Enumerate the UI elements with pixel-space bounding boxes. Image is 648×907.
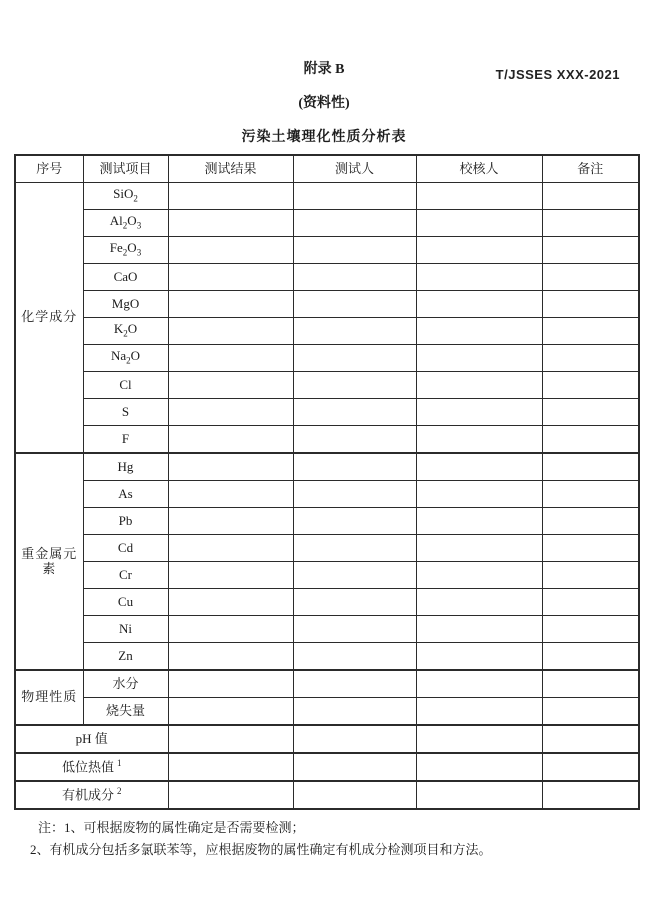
table-row <box>15 481 639 508</box>
remark-cell <box>542 291 639 318</box>
result-cell <box>168 453 293 481</box>
checker-cell <box>416 753 542 781</box>
checker-cell <box>416 372 542 399</box>
tester-cell <box>293 508 416 535</box>
result-cell <box>168 318 293 345</box>
tester-cell <box>293 481 416 508</box>
checker-cell <box>416 589 542 616</box>
test-item-cell: F <box>83 426 168 454</box>
table-body <box>15 183 639 810</box>
merged-label-text: 有机成分 <box>61 787 114 803</box>
checker-cell <box>416 264 542 291</box>
checker-cell <box>416 643 542 671</box>
test-item-cell: 水分 <box>83 670 168 698</box>
remark-cell <box>542 535 639 562</box>
result-cell <box>168 670 293 698</box>
result-cell <box>168 753 293 781</box>
footnote-marker: 1 <box>117 758 122 769</box>
tester-cell <box>293 562 416 589</box>
result-cell <box>168 616 293 643</box>
table-row <box>15 426 639 454</box>
table-row <box>15 643 639 671</box>
result-cell <box>168 535 293 562</box>
tester-cell <box>293 237 416 264</box>
header-row <box>15 155 639 183</box>
test-item-cell: $Fe_2O_3$ <box>83 237 168 264</box>
remark-cell <box>542 210 639 237</box>
remark-cell <box>542 264 639 291</box>
result-cell <box>168 264 293 291</box>
test-item-cell: Cu <box>83 589 168 616</box>
result-cell <box>168 426 293 454</box>
document-number: T/JSSES XXX-2021 <box>495 67 620 82</box>
checker-cell <box>416 453 542 481</box>
result-cell <box>168 508 293 535</box>
tester-cell <box>293 318 416 345</box>
result-cell <box>168 698 293 726</box>
result-cell <box>168 725 293 753</box>
table-row <box>15 345 639 372</box>
document-page <box>0 58 648 907</box>
tester-cell <box>293 616 416 643</box>
result-cell <box>168 781 293 809</box>
test-item-cell: 烧失量 <box>83 698 168 726</box>
test-item-cell: Cr <box>83 562 168 589</box>
merged-label-cell <box>15 725 168 753</box>
checker-cell <box>416 210 542 237</box>
result-cell <box>168 372 293 399</box>
test-item-cell: Cd <box>83 535 168 562</box>
test-item-cell: S <box>83 399 168 426</box>
test-item-cell: CaO <box>83 264 168 291</box>
remark-cell <box>542 698 639 726</box>
tester-cell <box>293 698 416 726</box>
table-row <box>15 264 639 291</box>
soil-analysis-table <box>14 154 640 810</box>
test-item-cell: $Na_2O$ <box>83 345 168 372</box>
table-row <box>15 318 639 345</box>
table-row <box>15 237 639 264</box>
tester-cell <box>293 183 416 210</box>
table-row <box>15 291 639 318</box>
test-item-cell: Ni <box>83 616 168 643</box>
checker-cell <box>416 616 542 643</box>
checker-cell <box>416 562 542 589</box>
table-row <box>15 781 639 809</box>
table-row <box>15 616 639 643</box>
col-header-result: 测试结果 <box>168 155 293 183</box>
checker-cell <box>416 345 542 372</box>
remark-cell <box>542 481 639 508</box>
checker-cell <box>416 399 542 426</box>
result-cell <box>168 291 293 318</box>
checker-cell <box>416 291 542 318</box>
result-cell <box>168 481 293 508</box>
remark-cell <box>542 426 639 454</box>
test-item-cell: Zn <box>83 643 168 671</box>
table-row <box>15 372 639 399</box>
table-row <box>15 589 639 616</box>
result-cell <box>168 589 293 616</box>
remark-cell <box>542 753 639 781</box>
tester-cell <box>293 453 416 481</box>
test-item-cell: MgO <box>83 291 168 318</box>
checker-cell <box>416 781 542 809</box>
merged-label-cell <box>15 753 168 781</box>
remark-cell <box>542 345 639 372</box>
test-item-cell: Cl <box>83 372 168 399</box>
test-item-cell: As <box>83 481 168 508</box>
tester-cell <box>293 210 416 237</box>
remark-cell <box>542 781 639 809</box>
test-item-cell: Pb <box>83 508 168 535</box>
appendix-title: 附录 B <box>303 62 345 77</box>
remark-cell <box>542 399 639 426</box>
group-label: 重金属元素 <box>15 453 83 670</box>
tester-cell <box>293 643 416 671</box>
tester-cell <box>293 753 416 781</box>
test-item-cell: Hg <box>83 453 168 481</box>
remark-cell <box>542 616 639 643</box>
note-line-1: 注：1、可根据废物的属性确定是否需要检测； <box>38 820 305 835</box>
tester-cell <box>293 725 416 753</box>
remark-cell <box>542 589 639 616</box>
checker-cell <box>416 237 542 264</box>
remark-cell <box>542 508 639 535</box>
tester-cell <box>293 291 416 318</box>
table-row <box>15 453 639 481</box>
tester-cell <box>293 345 416 372</box>
tester-cell <box>293 670 416 698</box>
result-cell <box>168 399 293 426</box>
note-line-2: 2、有机成分包括多氯联苯等，应根据废物的属性确定有机成分检测项目和方法。 <box>30 842 492 857</box>
table-row <box>15 183 639 210</box>
col-header-remark: 备注 <box>542 155 639 183</box>
tester-cell <box>293 589 416 616</box>
remark-cell <box>542 643 639 671</box>
tester-cell <box>293 426 416 454</box>
result-cell <box>168 237 293 264</box>
table-row <box>15 753 639 781</box>
remark-cell <box>542 725 639 753</box>
table-row <box>15 508 639 535</box>
table-row <box>15 210 639 237</box>
remark-cell <box>542 318 639 345</box>
footnotes <box>28 817 648 861</box>
remark-cell <box>542 183 639 210</box>
appendix-type-label: (资料性) <box>298 96 350 111</box>
test-item-cell: $K_2O$ <box>83 318 168 345</box>
tester-cell <box>293 781 416 809</box>
remark-cell <box>542 670 639 698</box>
tester-cell <box>293 372 416 399</box>
remark-cell <box>542 453 639 481</box>
checker-cell <box>416 426 542 454</box>
footnote-marker: 2 <box>117 786 122 797</box>
col-header-seq: 序号 <box>15 155 83 183</box>
tester-cell <box>293 535 416 562</box>
table-row <box>15 698 639 726</box>
table-row <box>15 670 639 698</box>
checker-cell <box>416 535 542 562</box>
table-row <box>15 562 639 589</box>
result-cell <box>168 643 293 671</box>
remark-cell <box>542 562 639 589</box>
result-cell <box>168 562 293 589</box>
group-label: 化学成分 <box>15 183 83 454</box>
table-title: 污染土壤理化性质分析表 <box>241 130 407 145</box>
col-header-item: 测试项目 <box>83 155 168 183</box>
checker-cell <box>416 725 542 753</box>
table-row <box>15 399 639 426</box>
group-label: 物理性质 <box>15 670 83 725</box>
merged-label-cell <box>15 781 168 809</box>
table-row <box>15 725 639 753</box>
table-row <box>15 535 639 562</box>
checker-cell <box>416 508 542 535</box>
checker-cell <box>416 183 542 210</box>
remark-cell <box>542 372 639 399</box>
merged-label-text: 低位热值 <box>61 759 114 775</box>
checker-cell <box>416 670 542 698</box>
col-header-tester: 测试人 <box>293 155 416 183</box>
result-cell <box>168 183 293 210</box>
checker-cell <box>416 481 542 508</box>
merged-label-text: pH 值 <box>75 730 108 746</box>
tester-cell <box>293 399 416 426</box>
result-cell <box>168 345 293 372</box>
test-item-cell: SiO$_2$ <box>83 183 168 210</box>
remark-cell <box>542 237 639 264</box>
checker-cell <box>416 698 542 726</box>
tester-cell <box>293 264 416 291</box>
checker-cell <box>416 318 542 345</box>
result-cell <box>168 210 293 237</box>
test-item-cell: $Al_2O_3$ <box>83 210 168 237</box>
col-header-checker: 校核人 <box>416 155 542 183</box>
